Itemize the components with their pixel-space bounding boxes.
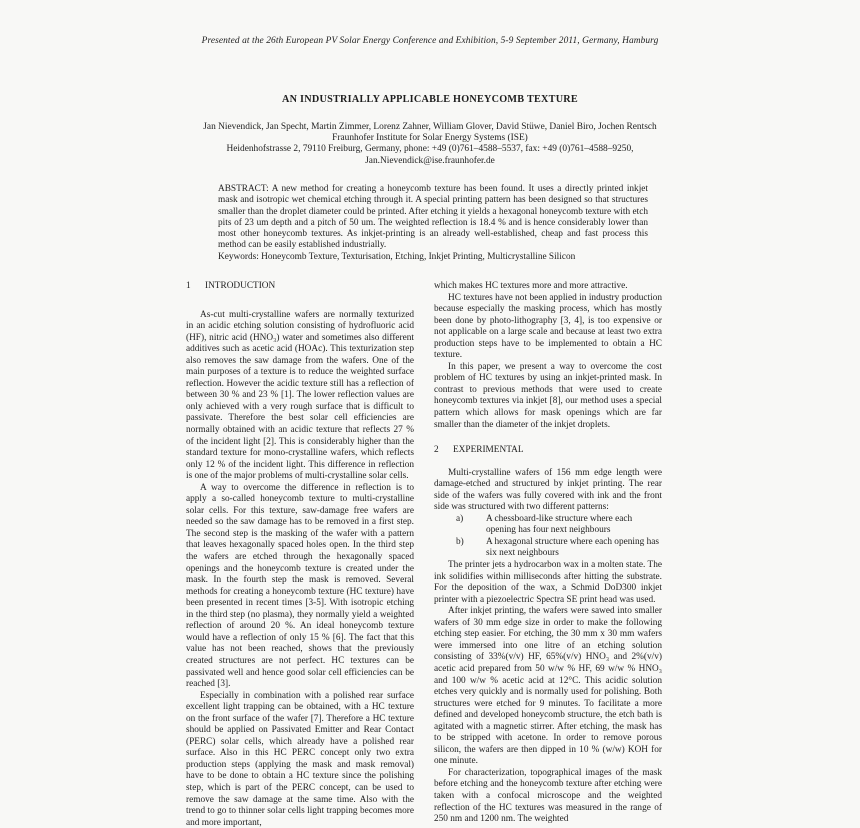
experimental-paragraph-3: After inkjet printing, the wafers were sawed into smaller wafers of 30 mm edge size in order to make the following etching step easier. For etching, the 30 mm x 30 mm wafers were immersed into one litre of an etching solution consisting of 33%(v/v) HF, 65%(v/v) HNO₃ and 2%(v/v) acetic acid prepared from 50 w/w % HF, 69 w/w % HNO₃ and 100 w/w % acetic acid at 12°C. This acidic solution etches very quickly and is normally used for polishing. Both structures were etched for 9 minutes. To facilitate a more defined and developed honeycomb structure, the etch bath is agitated with a magnetic stirrer. After etching, the mask has to be stripped with acetone. In order to remove porous silicon, the wafers are then dipped in 10 % (w/w) KOH for one minute. [434, 606, 662, 767]
intro-paragraph-2: A way to overcome the difference in reflection is to apply a so-called honeycomb texture to multi-crystalline solar cells. For this texture, saw-damage free wafers are needed so the saw damage has to be removed in a first step. The second step is the masking of the wafer with a pattern that leaves hexagonally spaced holes open. In the third step the wafers are etched through the hexagonally spaced openings and the honeycomb texture is created under the mask. In the fourth step the mask is removed. Several methods for creating a honeycomb texture (HC texture) have been presented in recent times [3-5]. With isotropic etching in the third step (no plasma), they normally yield a weighted reflection of around 20 %. An ideal honeycomb texture would have a reflection of only 15 % [6]. The fact that this value has not been reached, shows that the previously created structures are not perfect. HC textures can be passivated well and hence good solar cell efficiencies can be reached [3]. [186, 482, 414, 690]
right-column [434, 281, 662, 828]
experimental-paragraph-2: The printer jets a hydrocarbon wax in a molten state. The ink solidifies within milliseconds after hitting the substrate. For the deposition of the wax, a Schmid DoD300 inkjet printer with a piezoelectric Spectra SE print head was used. [434, 560, 662, 605]
section-heading-introduction [186, 281, 414, 293]
abstract-text: ABSTRACT: A new method for creating a honeycomb texture has been found. It uses a directly printed inkjet mask and isotropic wet chemical etching through it. A special printing pattern has been designed so that structures smaller than the droplet diameter could be printed. After etching it yields a hexagonal honeycomb texture with etch pits of 23 um depth and a pitch of 50 um. The weighted reflection is 18.4 % and is hence considerably lower than most other honeycomb textures. As inkjet-printing is an already well-established, cheap and fast process this method can be easily established industrially. [218, 184, 648, 251]
experimental-paragraph-1: Multi-crystalline wafers of 156 mm edge length were damage-etched and structured by inkjet printing. The rear side of the wafers was fully covered with ink and the front side was structured with two different patterns: [434, 467, 662, 513]
address-line: Heidenhofstrasse 2, 79110 Freiburg, Germany, phone: +49 (0)761–4588–5537, fax: +49 (0)761–4588–9250, [226, 144, 634, 155]
section-number: 2 [434, 445, 439, 456]
list-item-a [434, 514, 662, 537]
section-number: 1 [186, 281, 191, 291]
intro-paragraph-4: HC textures have not been applied in industry production because especially the masking process, which has mostly been done by photo-lithography [3, 4], is too expensive or not applicable on a large scale and because at least two extra production steps have to be implemented to obtain a HC texture. [434, 292, 662, 361]
intro-paragraph-3: Especially in combination with a polished rear surface excellent light trapping can be obtained, with a HC texture on the front surface of the wafer [7]. Therefore a HC texture should be applied on Passivated Emitter and Rear Contact (PERC) solar cells, which already have a polished rear surface. Also in this HC PERC concept only two extra production steps (applying the mask and mask removal) have to be done to obtain a HC texture since the polishing step, which is part of the PERC concept, can be used to remove the saw damage at the same time. Also with the trend to go to thinner solar cells light trapping becomes more and more important, [186, 690, 414, 828]
left-column [186, 281, 414, 828]
paper-title: AN INDUSTRIALLY APPLICABLE HONEYCOMB TEXTURE [282, 94, 578, 105]
list-marker-a: a) [456, 513, 464, 524]
abstract-block [218, 184, 648, 263]
list-text-b: A hexagonal structure where each opening has six next neighbours [486, 536, 659, 559]
author-block [120, 122, 740, 167]
experimental-paragraph-4: For characterization, topographical images of the mask before etching and the honeycomb texture after etching were taken with a confocal microscope and the weighted reflection of the HC textures was measured in the range of 250 nm and 1200 nm. The weighted [434, 767, 662, 825]
section-title: EXPERIMENTAL [453, 445, 524, 456]
intro-paragraph-1: As-cut multi-crystalline wafers are normally texturized in an acidic etching solution consisting of hydrofluoric acid (HF), nitric acid (HNO₃) water and sometimes also different additives such as acetic acid (HOAc). This texturization step also removes the saw damage from the wafers. One of the main purposes of a texture is to reduce the weighted surface reflection. However the acidic texture still has a reflection of between 30 % and 23 % [1]. The lower reflection values are only achieved with a very rough surface that is difficult to passivate. Therefore the best solar cell efficiencies are normally obtained with an acidic texture that reflects 27 % of the incident light [2]. This is considerably higher than the standard texture for mono-crystalline wafers, which reflects only 12 % of the incident light. This difference in reflection is one of the major problems of multi-crystalline solar cells. [186, 309, 414, 482]
section-heading-experimental [434, 445, 662, 457]
list-text-a: A chessboard-like structure where each opening has four next neighbours [486, 513, 633, 536]
keywords-line: Keywords: Honeycomb Texture, Texturisation, Etching, Inkjet Printing, Multicrystalline Silicon [218, 251, 576, 262]
email-line: Jan.Nievendick@ise.fraunhofer.de [365, 155, 495, 166]
list-marker-b: b) [456, 536, 464, 547]
conference-header: Presented at the 26th European PV Solar Energy Conference and Exhibition, 5-9 September 2011, Germany, Hamburg [201, 36, 659, 46]
intro-paragraph-3-continued: which makes HC textures more and more attractive. [434, 281, 628, 291]
author-names: Jan Nievendick, Jan Specht, Martin Zimmer, Lorenz Zahner, William Glover, David Stüwe, Daniel Biro, Jochen Rentsch [203, 122, 657, 132]
affiliation-line: Fraunhofer Institute for Solar Energy Systems (ISE) [332, 133, 528, 144]
intro-paragraph-5: In this paper, we present a way to overcome the cost problem of HC textures by using an inkjet-printed mask. In contrast to previous methods that were used to create honeycomb textures via inkjet [8], our method uses a special pattern which allows for mask openings which are far smaller than the diameter of the inkjet droplets. [434, 361, 662, 430]
list-item-b [434, 537, 662, 560]
body-columns [186, 281, 662, 828]
section-title: INTRODUCTION [205, 281, 276, 291]
